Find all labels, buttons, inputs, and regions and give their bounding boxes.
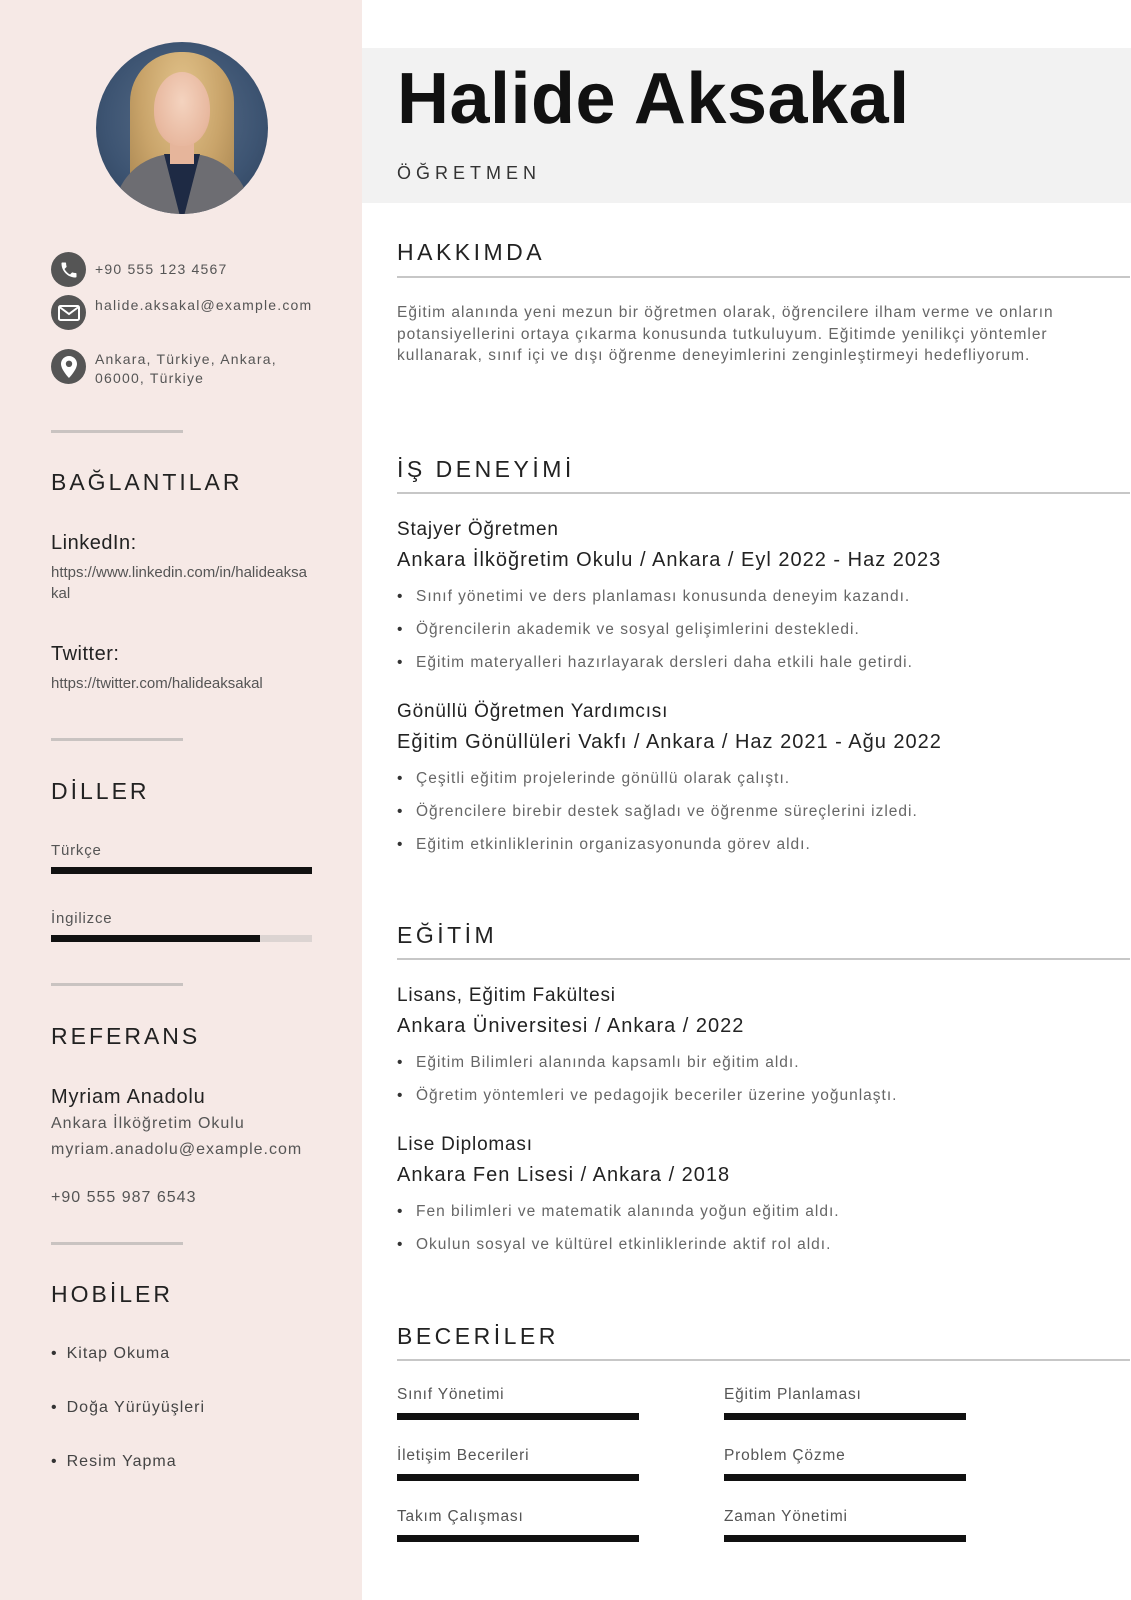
- profile-photo: [96, 42, 268, 214]
- job-title: Gönüllü Öğretmen Yardımcısı: [397, 701, 669, 722]
- skill-bar: [397, 1535, 639, 1542]
- sidebar-divider: [51, 430, 183, 433]
- skill-label: Sınıf Yönetimi: [397, 1386, 505, 1403]
- reference-name: Myriam Anadolu: [51, 1086, 206, 1108]
- hobby-item: • Resim Yapma: [51, 1453, 177, 1471]
- candidate-name: Halide Aksakal: [397, 59, 910, 139]
- email-text[interactable]: halide.aksakal@example.com: [95, 297, 313, 313]
- skill-label: Takım Çalışması: [397, 1508, 524, 1525]
- section-rule: [397, 492, 1130, 494]
- education-bullet: • Eğitim Bilimleri alanında kapsamlı bir eğitim aldı.: [397, 1054, 800, 1072]
- section-rule: [397, 958, 1130, 960]
- map-pin-icon: [51, 349, 86, 384]
- sidebar-divider: [51, 983, 183, 986]
- skill-label: Zaman Yönetimi: [724, 1508, 848, 1525]
- reference-heading: REFERANS: [51, 1023, 201, 1049]
- job-bullet: • Eğitim materyalleri hazırlayarak dersleri daha etkili hale getirdi.: [397, 654, 913, 672]
- job-bullet: • Öğrencilere birebir destek sağladı ve öğrenme süreçlerini izledi.: [397, 803, 918, 821]
- education-meta: Ankara Fen Lisesi / Ankara / 2018: [397, 1164, 731, 1186]
- education-meta: Ankara Üniversitesi / Ankara / 2022: [397, 1015, 745, 1037]
- contact-phone: [51, 252, 315, 287]
- language-english-bar: [51, 935, 312, 942]
- education-bullet: • Fen bilimleri ve matematik alanında yoğun eğitim aldı.: [397, 1203, 840, 1221]
- skill-bar: [724, 1413, 966, 1420]
- education-heading: EĞİTİM: [397, 922, 498, 948]
- candidate-role: ÖĞRETMEN: [397, 163, 542, 183]
- address-text: Ankara, Türkiye, Ankara, 06000, Türkiye: [95, 351, 277, 386]
- linkedin-link[interactable]: https://www.linkedin.com/in/halideaksakal: [51, 564, 307, 602]
- skill-bar: [397, 1413, 639, 1420]
- hobby-item: • Doğa Yürüyüşleri: [51, 1399, 205, 1417]
- sidebar: [0, 0, 362, 1600]
- linkedin-label: LinkedIn:: [51, 532, 137, 554]
- about-text: Eğitim alanında yeni mezun bir öğretmen olarak, öğrencilere ilham verme ve onların potansiyellerini ortaya çıkarma konusunda tutkuluyum. Eğitimde yenilikçi yöntemler kullanarak, sınıf içi ve dışı öğrenme deneyimlerini zenginleştirmeyi hedefliyorum.: [397, 304, 1054, 364]
- about-heading: HAKKIMDA: [397, 239, 546, 265]
- phone-icon: [51, 252, 86, 287]
- twitter-label: Twitter:: [51, 643, 120, 665]
- education-title: Lisans, Eğitim Fakültesi: [397, 985, 616, 1006]
- section-rule: [397, 1359, 1130, 1361]
- skill-label: Problem Çözme: [724, 1447, 846, 1464]
- education-bullet: • Öğretim yöntemleri ve pedagojik beceriler üzerine yoğunlaştı.: [397, 1087, 897, 1105]
- education-bullet: • Okulun sosyal ve kültürel etkinliklerinde aktif rol aldı.: [397, 1236, 831, 1254]
- envelope-icon: [51, 295, 86, 330]
- education-title: Lise Diploması: [397, 1134, 533, 1155]
- section-rule: [397, 276, 1130, 278]
- job-bullet: • Sınıf yönetimi ve ders planlaması konusunda deneyim kazandı.: [397, 588, 910, 606]
- language-turkish-bar: [51, 867, 312, 874]
- skill-bar: [724, 1474, 966, 1481]
- phone-text[interactable]: +90 555 123 4567: [95, 261, 228, 277]
- hobby-item: • Kitap Okuma: [51, 1345, 170, 1363]
- sidebar-divider: [51, 1242, 183, 1245]
- experience-heading: İŞ DENEYİMİ: [397, 456, 575, 482]
- job-title: Stajyer Öğretmen: [397, 519, 559, 540]
- languages-heading: DİLLER: [51, 778, 150, 804]
- reference-org: Ankara İlköğretim Okulu: [51, 1115, 245, 1132]
- reference-phone[interactable]: +90 555 987 6543: [51, 1189, 197, 1206]
- contact-email: [51, 295, 315, 330]
- sidebar-divider: [51, 738, 183, 741]
- skills-heading: BECERİLER: [397, 1323, 559, 1349]
- job-bullet: • Çeşitli eğitim projelerinde gönüllü olarak çalıştı.: [397, 770, 790, 788]
- language-turkish-label: Türkçe: [51, 842, 102, 859]
- skill-bar: [724, 1535, 966, 1542]
- job-meta: Eğitim Gönüllüleri Vakfı / Ankara / Haz 2021 - Ağu 2022: [397, 731, 942, 753]
- reference-email[interactable]: myriam.anadolu@example.com: [51, 1141, 303, 1158]
- job-meta: Ankara İlköğretim Okulu / Ankara / Eyl 2022 - Haz 2023: [397, 549, 942, 571]
- skill-bar: [397, 1474, 639, 1481]
- contact-address: [51, 349, 315, 388]
- job-bullet: • Eğitim etkinliklerinin organizasyonunda görev aldı.: [397, 836, 811, 854]
- language-english-label: İngilizce: [51, 910, 113, 927]
- skill-label: İletişim Becerileri: [397, 1447, 530, 1464]
- links-heading: BAĞLANTILAR: [51, 469, 243, 495]
- skill-label: Eğitim Planlaması: [724, 1386, 862, 1403]
- job-bullet: • Öğrencilerin akademik ve sosyal gelişimlerini destekledi.: [397, 621, 860, 639]
- twitter-link[interactable]: https://twitter.com/halideaksakal: [51, 675, 263, 692]
- hobbies-heading: HOBİLER: [51, 1281, 173, 1307]
